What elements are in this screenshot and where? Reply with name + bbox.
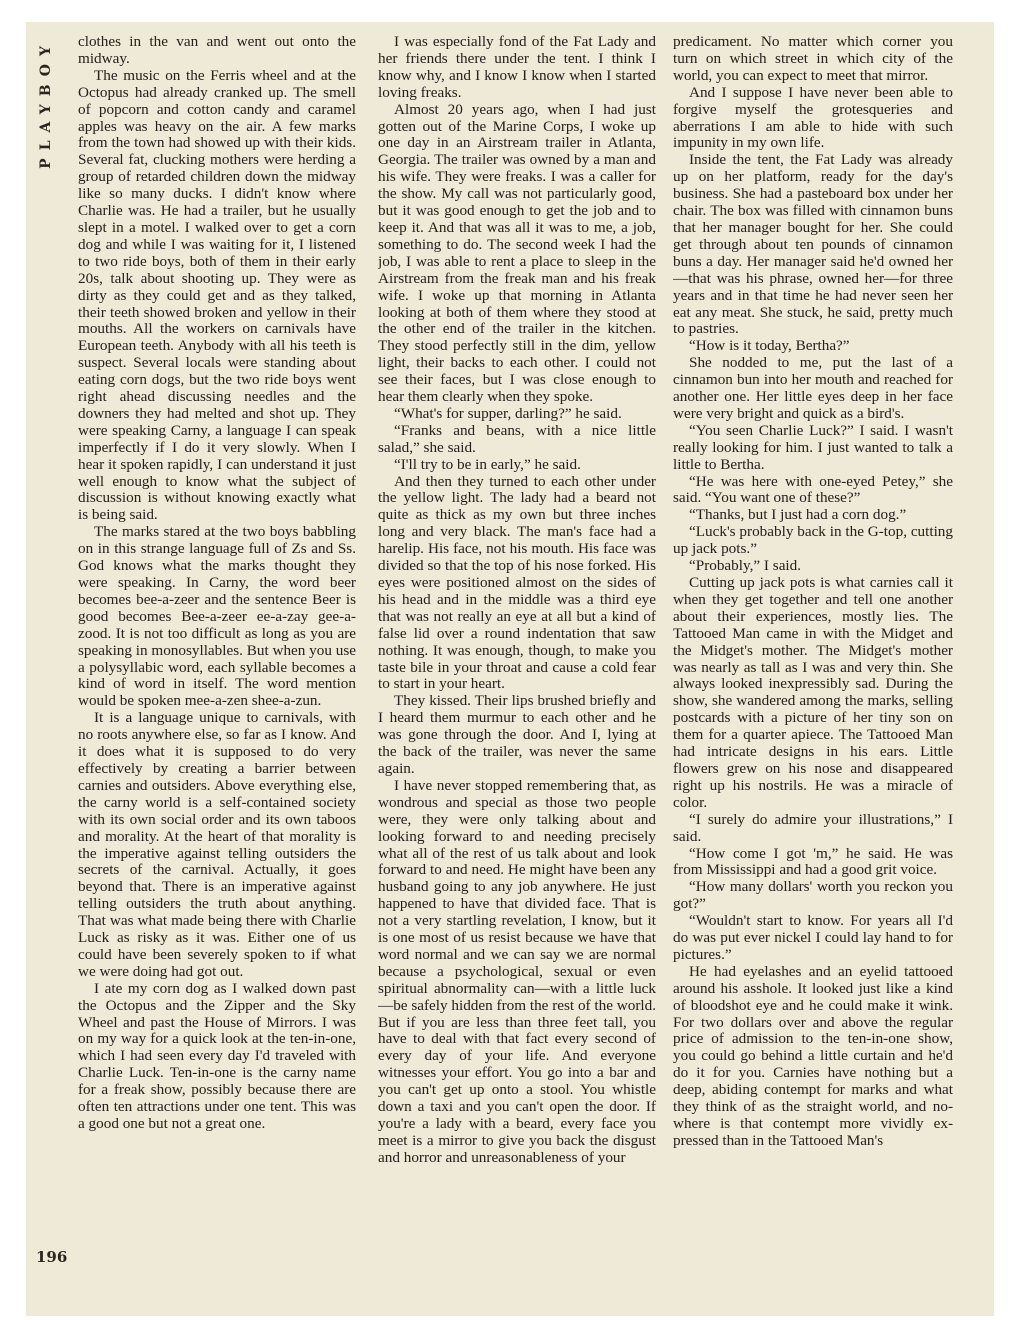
- paragraph: “Probably,” I said.: [689, 557, 802, 575]
- paragraph: She nodded to me, put the last of a cinnamon bun into her mouth and reached for another one. Her little eyes deep in her face were very bright and quick as a bird's.: [673, 354, 953, 422]
- paragraph: “Thanks, but I just had a corn dog.”: [689, 506, 907, 524]
- text-column-1: [78, 34, 356, 1270]
- text-column-3: [673, 34, 953, 1270]
- paragraph: “How come I got 'm,” he said. He was from Mississippi and had a good grit voice.: [673, 844, 953, 879]
- paragraph: predicament. No matter which corner you turn on which street in which city of the world, you can expect to meet that mirror.: [673, 34, 953, 84]
- running-head: PLAYBOY: [38, 38, 54, 169]
- paragraph: Cutting up jack pots is what carnies call it when they get together and tell one another about their experiences, mostly lies. The Tattooed Man came in with the Midget and the Midget's mother. The Midget's mother was nearly as tall as I was and very thin. She always looked inexpressibly sad. During the show, she wandered among the marks, selling postcards with a picture of her tiny son on them for a quarter apiece. The Tattooed Man had intricate designs in his ears. Little flowers grew on his nose and disappeared right up his nostrils. He was a miracle of color.: [673, 574, 953, 811]
- paragraph: “You seen Charlie Luck?” I said. I wasn't really looking for him. I just wanted to talk a little to Bertha.: [673, 421, 953, 473]
- paragraph: They kissed. Their lips brushed briefly and I heard them murmur to each other and he was gone through the door. And I, lying at the back of the trailer, was never the same again.: [378, 692, 656, 777]
- paragraph: “I'll try to be in early,” he said.: [394, 455, 581, 473]
- text-column-2: [378, 34, 656, 1270]
- page-number: 196: [36, 1248, 68, 1266]
- paragraph: “How many dollars' worth you reckon you got?”: [673, 878, 953, 913]
- paragraph: He had eyelashes and an eyelid tattooed around his asshole. It looked just like a kind of bloodshot eye and he could make it wink. For two dollars over and above the regular price of admission to the ten-in-one show, you could go behind a little curtain and he'd do it for you. Carnies have nothing but a deep, abiding contempt for marks and what they think of as the straight world, and nowhere is that contempt more vividly expressed than in the Tattooed Man's: [673, 962, 953, 1149]
- paragraph: It is a language unique to carnivals, with no roots anywhere else, so far as I know. And it does what it is supposed to do very effectively by creating a barrier between carnies and outsiders. Above everything else, the carny world is a self-contained society with its own social order and its own taboos and morality. At the heart of that morality is the imperative against telling outsiders the secrets of the carnival. Actually, it goes beyond that. There is an imperative against telling outsiders the truth about anything. That was what made being there with Charlie Luck as risky as it was. Either one of us could have been severely spoken to if what we were doing had got out.: [78, 709, 356, 980]
- paragraph: “He was here with one-eyed Petey,” she said. “You want one of these?”: [673, 472, 953, 507]
- paragraph: clothes in the van and went out onto the midway.: [78, 34, 356, 67]
- paragraph: And I suppose I have never been able to forgive myself the grotesqueries and aberrations I am able to hide with such impunity in my own life.: [673, 83, 953, 152]
- paragraph: Almost 20 years ago, when I had just gotten out of the Marine Corps, I woke up one day in an Airstream trailer in Atlanta, Georgia. The trailer was owned by a man and his wife. They were freaks. I was a caller for the show. My call was not particularly good, but it was good enough to get the job and to keep it. And that was all it was to me, a job, something to do. The second week I had the job, I was able to rent a place to sleep in the Airstream from the freak man and his freak wife. I woke up that morning in Atlanta looking at both of them where they stood at the other end of the trailer in the kitchen. They stood perfectly still in the dim, yellow light, their backs to each other. I could not see their faces, but I was close enough to hear them clearly when they spoke.: [378, 100, 656, 406]
- paragraph: “What's for supper, darling?” he said.: [394, 404, 622, 422]
- paragraph: “Luck's probably back in the G-top, cutting up jack pots.”: [673, 523, 953, 558]
- paragraph: The marks stared at the two boys babbling on in this strange language full of Zs and Ss. God knows what the marks thought they were speaking. In Carny, the word beer becomes bee-a-zeer and the sentence Beer is good becomes Bee-a-zeer ee-a-zay gee-a-zood. It is not too difficult as long as you are speaking in monosyllables. But when you use a polysyllabic word, each syllable becomes a kind of word in itself. The word mention would be spoken mee-a-zen shee-a-zun.: [78, 523, 356, 710]
- paragraph: I have never stopped remembering that, as wondrous and special as those two people were, they were only talking about and looking forward to and needing precisely what all of the rest of us talk about and look forward to and need. He might have been any husband going to any job anywhere. He just happened to have that divided face. That is not a very startling revelation, I know, but it is one most of us resist because we have that word normal and we can say we are normal because a psychological, sexual or even spiritual abnormality can—with a little luck—be safely hidden from the rest of the world. But if you are less than three feet tall, you have to deal with that fact every second of every day of your life. And everyone witnesses your effort. You go into a bar and you can't get up onto a stool. You whistle down a taxi and you can't open the door. If you're a lady with a beard, every face you meet is a mirror to give you back the disgust and horror and unreasonableness of your: [378, 776, 656, 1166]
- paragraph: And then they turned to each other under the yellow light. The lady had a beard not quite as thick as my own but three inches long and very black. The man's face had a harelip. His face, not his mouth. His face was divided so that the top of his nose forked. His eyes were positioned almost on the sides of his head and in the middle was a third eye that was not really an eye at all but a kind of false lid over a round indentation that saw nothing. It was enough, though, to make you taste bile in your throat and cause a cold fear to start in your heart.: [378, 472, 656, 693]
- paragraph: “I surely do admire your illustrations,” I said.: [673, 810, 953, 845]
- paragraph: “Franks and beans, with a nice little salad,” she said.: [378, 421, 656, 456]
- paragraph: Inside the tent, the Fat Lady was already up on her platform, ready for the day's business. She had a pasteboard box under her chair. The box was filled with cinnamon buns that her manager bought for her. She could get through about ten pounds of cinnamon buns a day. Her manager said he'd owned her—that was his phrase, owned her—for three years and in that time he had never seen her eat any meat. She stuck, he said, pretty much to pastries.: [673, 151, 953, 338]
- paragraph: I ate my corn dog as I walked down past the Octopus and the Zipper and the Sky Wheel and past the House of Mirrors. I was on my way for a quick look at the ten-in-one, which I had seen every day I'd traveled with Charlie Luck. Ten-in-one is the carny name for a freak show, possibly because there are often ten attractions under one tent. This was a good one but not a great one.: [78, 979, 356, 1132]
- paragraph: The music on the Ferris wheel and at the Octopus had already cranked up. The smell of popcorn and cotton candy and caramel apples was heavy on the air. A few marks from the town had showed up with their kids. Several fat, clucking mothers were herding a group of retarded children down the midway like so many ducks. I didn't know where Charlie was. He had a trailer, but he usually slept in a motel. I walked over to get a corn dog and while I was waiting for it, I listened to two ride boys, both of them in their early 20s, talk about shooting up. They were as dirty as they could get and as they talked, their teeth showed broken and yellow in their mouths. All the workers on carnivals have European teeth. Anybody with all his teeth is suspect. Several locals were standing about eating corn dogs, but the two ride boys went right ahead discussing needles and the downers they had melted and shot up. They were speaking Carny, a language I can speak imperfectly if I do it very slowly. When I hear it spoken rapidly, I can understand it just well enough to know what the subject of discussion is without knowing exactly what is being said.: [78, 66, 356, 524]
- paragraph: “How is it today, Bertha?”: [689, 337, 850, 355]
- paragraph: I was especially fond of the Fat Lady and her friends there under the tent. I think I know why, and I know I know when I started loving freaks.: [378, 34, 656, 101]
- paragraph: “Wouldn't start to know. For years all I'd do was put ever nickel I could lay hand to for pictures.”: [673, 912, 953, 963]
